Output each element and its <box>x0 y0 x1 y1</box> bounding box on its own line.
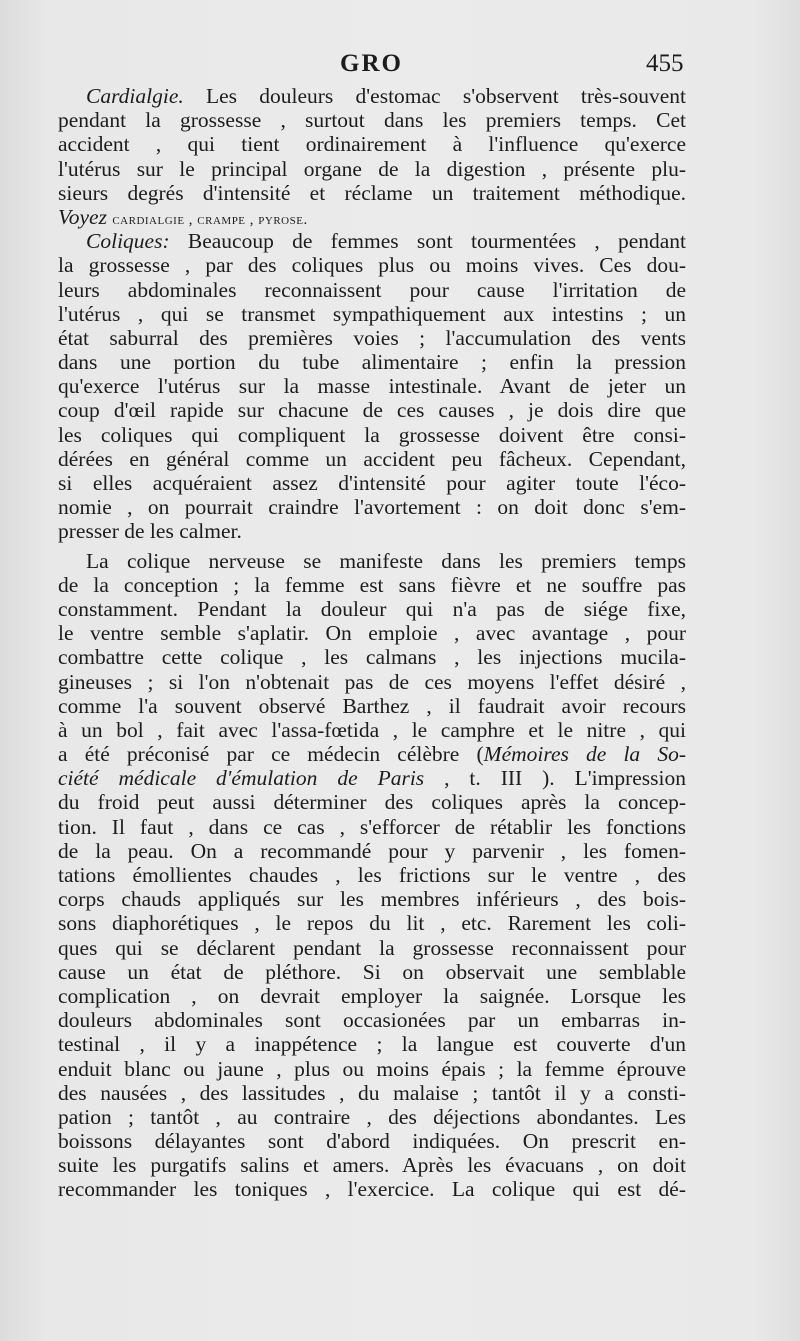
text-line: de la conception ; la femme est sans fièvre et ne souffre pas <box>58 572 686 597</box>
text-line: enduit blanc ou jaune , plus ou moins épais ; la femme éprouve <box>58 1056 686 1081</box>
text-line: suite les purgatifs salins et amers. Après les évacuans , on doit <box>58 1153 686 1178</box>
text-line: constamment. Pendant la douleur qui n'a pas de siége fixe, <box>58 596 686 621</box>
running-head: GRO <box>340 50 403 77</box>
page-header <box>0 50 800 84</box>
text-line: ciété médicale d'émulation de Paris , t. III ). L'impression <box>58 766 686 791</box>
page-number: 455 <box>646 50 684 77</box>
text-line: les coliques qui compliquent la grossesse doivent être consi- <box>58 422 686 447</box>
text-line <box>58 205 686 229</box>
text-line: cause un état de pléthore. Si on observait une semblable <box>58 959 686 984</box>
text-line: Coliques: Beaucoup de femmes sont tourmentées , pendant <box>86 229 686 254</box>
text-line: sieurs degrés d'intensité et réclame un traitement méthodique. <box>58 180 686 205</box>
text-line: l'utérus sur le principal organe de la digestion , présente plu- <box>58 156 686 181</box>
text-line: du froid peut aussi déterminer des coliques après la concep- <box>58 790 686 815</box>
text-line: complication , on devrait employer la saignée. Lorsque les <box>58 983 686 1008</box>
text-line: tations émollientes chaudes , les frictions sur le ventre , des <box>58 863 686 887</box>
text-line: si elles acquéraient assez d'intensité pour agiter toute l'éco- <box>58 471 686 495</box>
text-line: presser de les calmer. <box>58 519 242 544</box>
text-line: La colique nerveuse se manifeste dans les premiers temps <box>86 548 686 573</box>
text-line: ques qui se déclarent pendant la grossesse reconnaissent pour <box>58 935 686 960</box>
body-text <box>58 84 686 1202</box>
entry-term: Cardialgie. <box>86 84 184 108</box>
text-line: l'utérus , qui se transmet sympathiquement aux intestins ; un <box>58 301 686 326</box>
text-line: combattre cette colique , les calmans , les injections mucila- <box>58 645 686 670</box>
text-line: dérées en général comme un accident peu fâcheux. Cependant, <box>58 446 686 471</box>
cross-reference-terms: cardialgie , crampe , pyrose. <box>112 211 308 228</box>
text-line: état saburral des premières voies ; l'accumulation des vents <box>58 325 686 350</box>
text-line: la grossesse , par des coliques plus ou moins vives. Ces dou- <box>58 253 686 278</box>
text-line: le ventre semble s'aplatir. On emploie , avec avantage , pour <box>58 621 686 646</box>
text-line: dans une portion du tube alimentaire ; enfin la pression <box>58 350 686 375</box>
text-line: corps chauds appliqués sur les membres inférieurs , des bois- <box>58 887 686 912</box>
text-line: Cardialgie. Les douleurs d'estomac s'observent très-souvent <box>86 84 686 108</box>
text-line: sons diaphorétiques , le repos du lit , etc. Rarement les coli- <box>58 911 686 936</box>
text-line: à un bol , fait avec l'assa-fœtida , le camphre et le nitre , qui <box>58 717 686 742</box>
text-line: douleurs abdominales sont occasionées par un embarras in- <box>58 1008 686 1033</box>
text-line: pation ; tantôt , au contraire , des déjections abondantes. Les <box>58 1104 686 1129</box>
entry-term: Coliques: <box>86 229 170 254</box>
text-line: de la peau. On a recommandé pour y parvenir , les fomen- <box>58 838 686 863</box>
text-line: accident , qui tient ordinairement à l'influence qu'exerce <box>58 132 686 157</box>
cross-reference-label: Voyez <box>58 204 107 229</box>
text-line: leurs abdominales reconnaissent pour cause l'irritation de <box>58 277 686 302</box>
text-line: gineuses ; si l'on n'obtenait pas de ces moyens l'effet désiré , <box>58 669 686 694</box>
citation-title: Mémoires de la So- <box>483 742 686 767</box>
text-line: qu'exerce l'utérus sur la masse intestinale. Avant de jeter un <box>58 374 686 399</box>
citation-title: ciété médicale d'émulation de Paris <box>58 766 425 791</box>
text-line: a été préconisé par ce médecin célèbre (Mémoires de la So- <box>58 742 686 767</box>
text-line: tion. Il faut , dans ce cas , s'efforcer de rétablir les fonctions <box>58 814 686 839</box>
text-line: recommander les toniques , l'exercice. La colique qui est dé- <box>58 1177 686 1202</box>
text-line: boissons délayantes sont d'abord indiquées. On prescrit en- <box>58 1129 686 1154</box>
text-line: pendant la grossesse , surtout dans les premiers temps. Cet <box>58 108 686 133</box>
text-line: testinal , il y a inappétence ; la langue est couverte d'un <box>58 1032 686 1057</box>
text-line: comme l'a souvent observé Barthez , il faudrait avoir recours <box>58 693 686 718</box>
text-line: nomie , on pourrait craindre l'avortement : on doit donc s'em- <box>58 495 686 520</box>
text-line: coup d'œil rapide sur chacune de ces causes , je dois dire que <box>58 398 686 423</box>
text-line: des nausées , des lassitudes , du malaise ; tantôt il y a consti- <box>58 1080 686 1105</box>
